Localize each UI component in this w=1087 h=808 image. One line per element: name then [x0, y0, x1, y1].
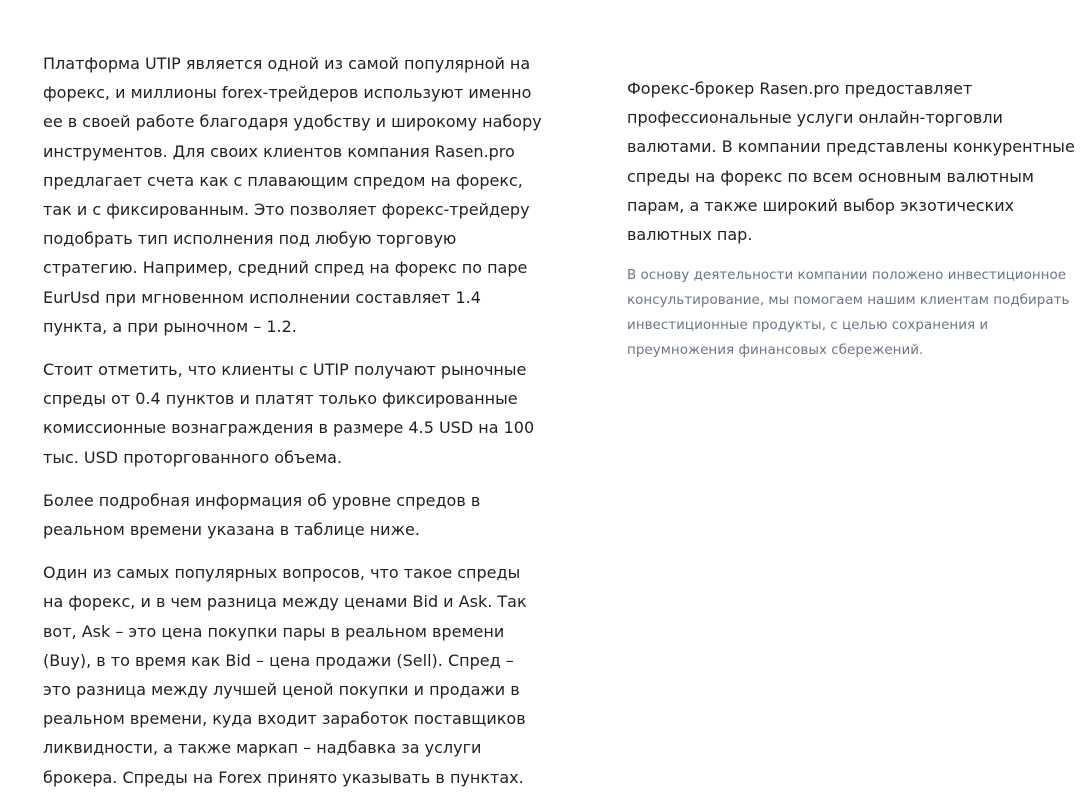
paragraph-market-spreads: Стоит отметить, что клиенты с UTIP получают рыночные спреды от 0.4 пунктов и платят только фиксированные комиссионные вознаграждения в размере 4.5 USD на 100 тыс. USD проторгованного объема.: [43, 360, 535, 467]
paragraph-bid-ask-explanation: Один из самых популярных вопросов, что такое спреды на форекс, и в чем разница между ценами Bid и Ask. Так вот, Ask – это цена покупки пары в реальном времени (Buy), в то время как Bid – цена продажи (Sell). Спред – это разница между лучшей ценой покупки и продажи в реальном времени, куда входит заработок поставщиков ликвидности, а также маркап – надбавка за услуги брокера. Спреды на Forex принято указывать в пунктах.: [43, 563, 527, 787]
broker-intro-text: Форекс-брокер Rasen.pro предоставляет профессиональные услуги онлайн-торговли валютами. В компании представлены конкурентные спреды на форекс по всем основным валютным парам, а также широкий выбор экзотических валютных пар.: [627, 79, 1075, 245]
main-article-column: [43, 49, 543, 806]
sidebar-column: [627, 74, 1077, 363]
paragraph-spread-table-info: Более подробная информация об уровне спредов в реальном времени указана в таблице ниже.: [43, 490, 481, 540]
paragraph-utip-platform: Платформа UTIP является одной из самой популярной на форекс, и миллионы forex-трейдеров используют именно ее в своей работе благодаря удобству и широкому набору инструментов. Для своих клиентов компания Rasen.pro предлагает счета как с плавающим спредом на форекс, так и с фиксированным. Это позволяет форекс-трейдеру подобрать тип исполнения под любую торговую стратегию. Например, средний спред на форекс по паре EurUsd при мгновенном исполнении составляет 1.4 пункта, а при рыночном – 1.2.: [43, 54, 542, 336]
company-note-text: В основу деятельности компании положено инвестиционное консультирование, мы помогаем нашим клиентам подбирать инвестиционные продукты, с целью сохранения и преумножения финансовых сбережений.: [627, 267, 1070, 359]
